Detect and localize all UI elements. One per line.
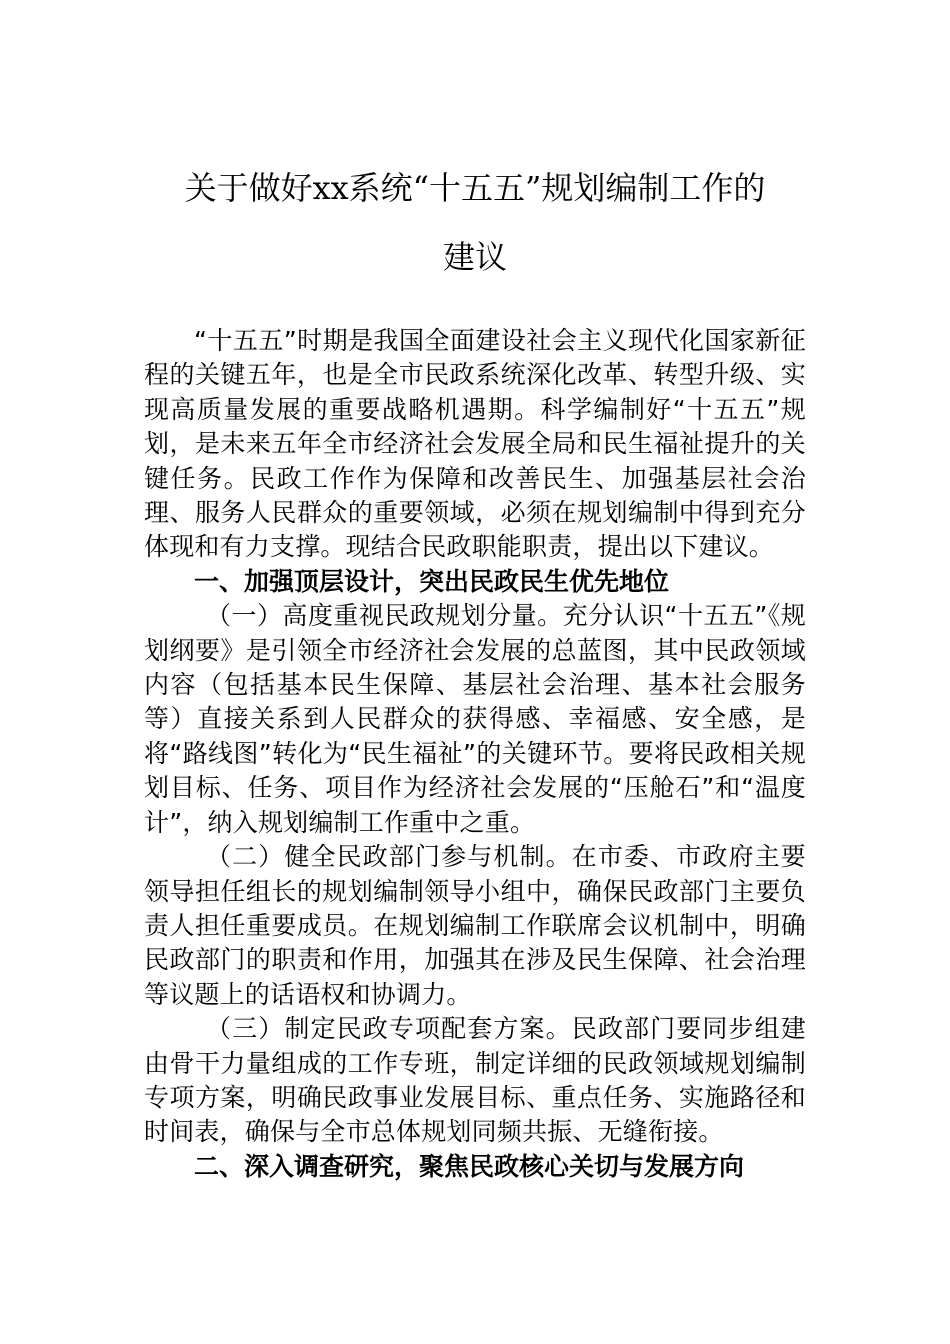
document-body xyxy=(144,324,806,1184)
section-1-item-2: （二）健全民政部门参与机制。在市委、市政府主要领导担任组长的规划编制领导小组中，确保民政部门主要负责人担任重要成员。在规划编制工作联席会议机制中，明确民政部门的职责和作用，加强其在涉及民生保障、社会治理等议题上的话语权和协调力。 xyxy=(144,842,806,1009)
document-title-line-2: 建议 xyxy=(442,238,507,276)
section-1-item-3: （三）制定民政专项配套方案。民政部门要同步组建由骨干力量组成的工作专班，制定详细的民政领域规划编制专项方案，明确民政事业发展目标、重点任务、实施路径和时间表，确保与全市总体规划同频共振、无缝衔接。 xyxy=(144,1014,806,1147)
intro-paragraph: “十五五”时期是我国全面建设社会主义现代化国家新征程的关键五年，也是全市民政系统深化改革、转型升级、实现高质量发展的重要战略机遇期。科学编制好“十五五”规划，是未来五年全市经济社会发展全局和民生福祉提升的关键任务。民政工作作为保障和改善民生、加强基层社会治理、服务人民群众的重要领域，必须在规划编制中得到充分体现和有力支撑。现结合民政职能职责，提出以下建议。 xyxy=(144,326,806,562)
section-1-heading: 一、加强顶层设计，突出民政民生优先地位 xyxy=(194,566,670,596)
document-title-line-1: 关于做好xx系统“十五五”规划编制工作的 xyxy=(184,169,766,207)
section-1-item-1: （一）高度重视民政规划分量。充分认识“十五五”《规划纲要》是引领全市经济社会发展的总蓝图，其中民政领域内容（包括基本民生保障、基层社会治理、基本社会服务等）直接关系到人民群众的获得感、幸福感、安全感，是将“路线图”转化为“民生福祉”的关键环节。要将民政相关规划目标、任务、项目作为经济社会发展的“压舱石”和“温度计”，纳入规划编制工作重中之重。 xyxy=(144,601,806,837)
section-2-heading: 二、深入调查研究，聚焦民政核心关切与发展方向 xyxy=(194,1151,745,1181)
